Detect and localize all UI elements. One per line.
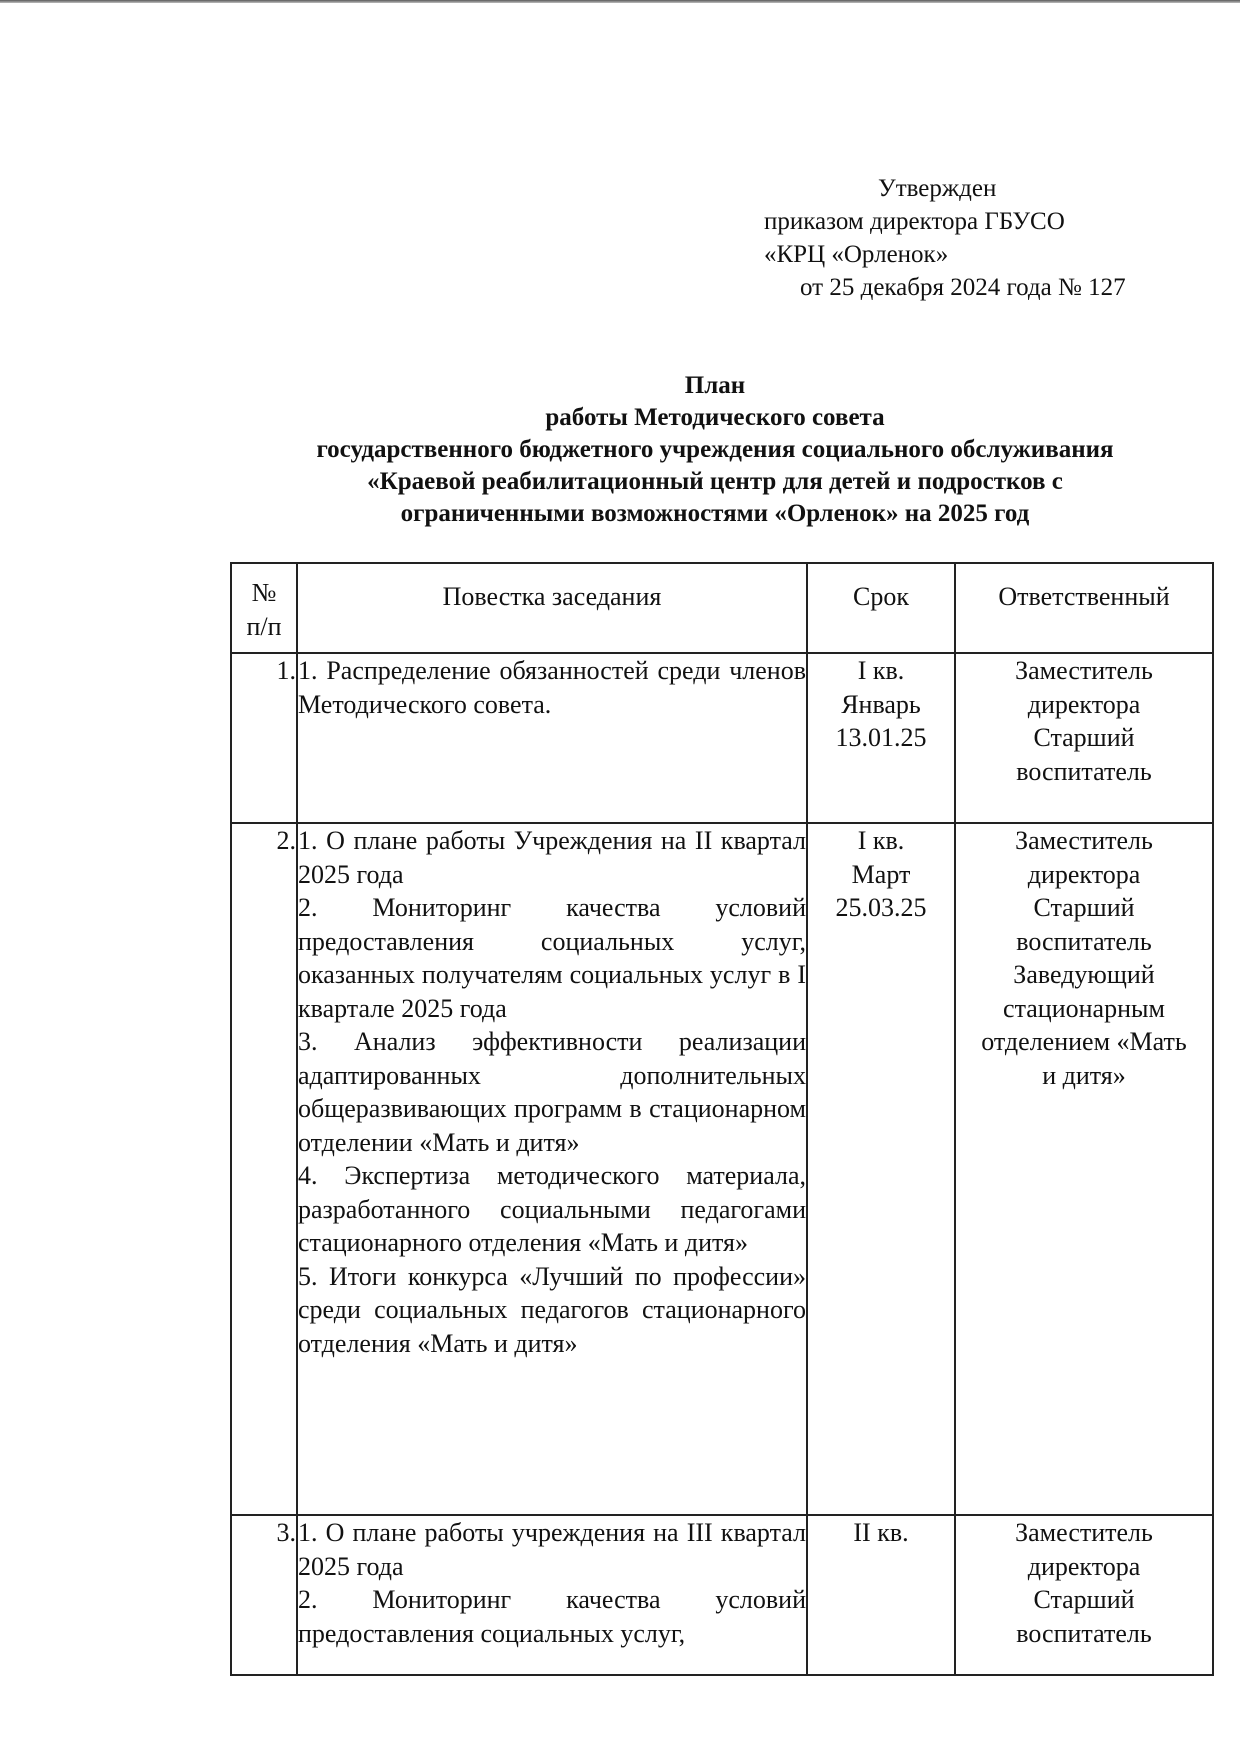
row-responsible: Заместитель директора Старший воспитатель: [955, 1515, 1213, 1675]
approval-line: от 25 декабря 2024 года № 127: [800, 274, 1126, 301]
agenda-item: 1. О плане работы Учреждения на II квартал 2025 года: [298, 826, 806, 889]
row-agenda: [297, 1515, 807, 1675]
approval-line: Утвержден: [878, 175, 997, 202]
scan-top-edge: [0, 0, 1240, 3]
agenda-item: 3. Анализ эффективности реализации адаптированных дополнительных общеразвивающих программ в стационарном отделении «Мать и дитя»: [298, 1027, 806, 1157]
row-agenda: [297, 653, 807, 823]
agenda-item: 1. Распределение обязанностей среди членов Методического совета.: [298, 656, 806, 719]
document-title: [215, 370, 1215, 530]
header-term: Срок: [807, 563, 955, 653]
title-line: государственного бюджетного учреждения социального обслуживания: [316, 436, 1114, 463]
header-num: № п/п: [231, 563, 297, 653]
title-line: «Краевой реабилитационный центр для детей и подростков с: [367, 468, 1063, 495]
row-term: I кв. Март 25.03.25: [807, 823, 955, 1515]
title-line: ограниченными возможностями «Орленок» на 2025 год: [400, 500, 1030, 527]
approval-line: приказом директора ГБУСО: [764, 208, 1065, 235]
row-term: II кв.: [807, 1515, 955, 1675]
header-responsible: Ответственный: [955, 563, 1213, 653]
approval-line: «КРЦ «Орленок»: [764, 241, 949, 268]
table-row: [231, 823, 1213, 1515]
approval-stamp-block: [760, 172, 1200, 304]
agenda-item: 2. Мониторинг качества условий предоставления социальных услуг,: [298, 1585, 806, 1648]
title-line: План: [684, 372, 746, 399]
row-term: I кв. Январь 13.01.25: [807, 653, 955, 823]
plan-table: [230, 562, 1214, 1676]
row-responsible: Заместитель директора Старший воспитатель Заведующий стационарным отделением «Мать и дитя»: [955, 823, 1213, 1515]
table-header-row: [231, 563, 1213, 653]
row-agenda: [297, 823, 807, 1515]
header-agenda: Повестка заседания: [297, 563, 807, 653]
row-number: 1.: [231, 653, 297, 823]
agenda-item: 5. Итоги конкурса «Лучший по профессии» среди социальных педагогов стационарного отделения «Мать и дитя»: [298, 1261, 806, 1358]
agenda-item: 1. О плане работы учреждения на III квартал 2025 года: [298, 1518, 806, 1581]
table-row: [231, 1515, 1213, 1675]
agenda-item: 2. Мониторинг качества условий предоставления социальных услуг, оказанных получателям социальных услуг в I квартале 2025 года: [298, 893, 806, 1023]
agenda-item: 4. Экспертиза методического материала, разработанного социальными педагогами стационарного отделения «Мать и дитя»: [298, 1161, 806, 1257]
title-line: работы Методического совета: [545, 404, 885, 431]
row-number: 3.: [231, 1515, 297, 1675]
table-row: [231, 653, 1213, 823]
row-responsible: Заместитель директора Старший воспитатель: [955, 653, 1213, 823]
row-number: 2.: [231, 823, 297, 1515]
